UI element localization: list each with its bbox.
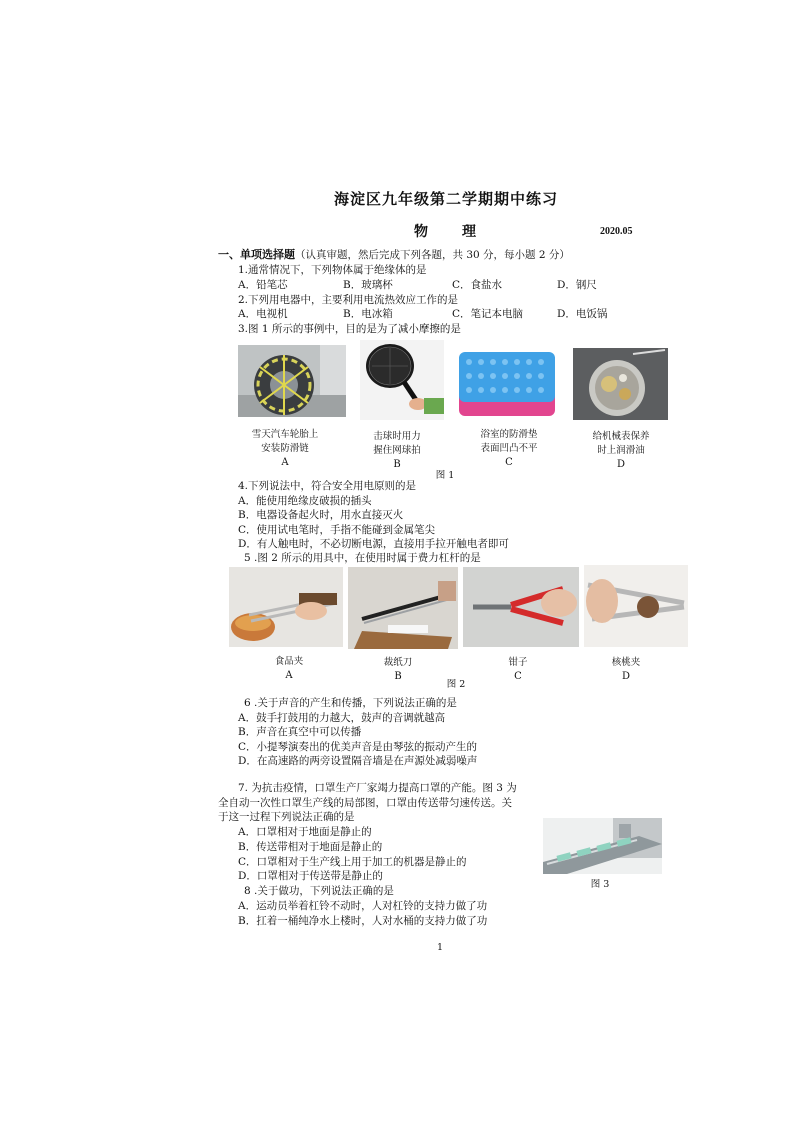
exam-date: 2020.05: [600, 226, 633, 237]
q2-option-c: C．笔记本电脑: [452, 308, 524, 320]
q3-stem: 3.图 1 所示的事例中，目的是为了减小摩擦的是: [238, 323, 461, 335]
nutcracker-image: [584, 565, 688, 647]
q7-stem-line2: 全自动一次性口罩生产线的局部图，口罩由传送带匀速传送。关: [218, 797, 512, 809]
fig2-caption-b: [358, 656, 438, 684]
q2-stem: 2.下列用电器中，主要利用电流热效应工作的是: [238, 294, 459, 306]
fig1-letter-a: A: [281, 457, 289, 468]
fig1-caption-b-line2: 握住网球拍: [373, 445, 421, 456]
page-title: 海淀区九年级第二学期期中练习: [334, 190, 559, 208]
q7-stem-line3: 于这一过程下列说法正确的是: [218, 811, 355, 823]
fig2-caption-a: [249, 655, 329, 683]
q4-option-a: A．能使用绝缘皮破损的插头: [238, 495, 372, 507]
fig1-caption-d-line1: 给机械表保养: [592, 431, 650, 442]
anti-slip-mat-image: [457, 350, 557, 418]
q6-option-b: B．声音在真空中可以传播: [238, 726, 362, 738]
snow-chain-tire-image: [238, 345, 346, 417]
fig1-caption-a-line2: 安装防滑链: [261, 443, 309, 454]
q4-option-c: C．使用试电笔时，手指不能碰到金属笔尖: [238, 524, 436, 536]
q1-option-b: B．玻璃杯: [343, 279, 393, 291]
q1-stem: 1.通常情况下，下列物体属于绝缘体的是: [238, 264, 427, 276]
fig2-letter-d: D: [621, 671, 631, 682]
q6-option-a: A．鼓手打鼓用的力越大，鼓声的音调就越高: [238, 712, 446, 724]
fig1-caption-a: [238, 428, 332, 470]
fig2-caption-a-text: 食品夹: [274, 656, 304, 667]
fig2-caption-b-text: 裁纸刀: [383, 657, 413, 668]
q7-option-c: C．口罩相对于生产线上用于加工的机器是静止的: [238, 856, 467, 868]
page-number: 1: [436, 942, 444, 953]
q2-option-b: B．电冰箱: [343, 308, 393, 320]
fig2-caption-d: [586, 656, 666, 684]
paper-cutter-image: [348, 567, 458, 649]
q7-option-d: D．口罩相对于传送带是静止的: [238, 870, 383, 882]
subject-title: 物 理: [414, 224, 486, 240]
fig1-letter-b: B: [393, 459, 401, 470]
fig1-caption-c: [462, 428, 556, 470]
fig1-caption-d-line2: 时上润滑油: [597, 445, 645, 456]
fig2-caption-d-text: 核桃夹: [611, 657, 641, 668]
section-instruction: （认真审题，然后完成下列各题，共 30 分，每小题 2 分）: [295, 249, 570, 261]
section-title: 一、单项选择题: [218, 248, 295, 261]
fig3-label: 图 3: [590, 879, 610, 890]
q4-stem: 4.下列说法中，符合安全用电原则的是: [238, 480, 417, 492]
fig1-letter-c: C: [505, 457, 513, 468]
food-tongs-image: [229, 567, 343, 647]
fig2-label: 图 2: [446, 679, 466, 690]
q6-stem: 6 .关于声音的产生和传播，下列说法正确的是: [244, 697, 457, 709]
fig1-caption-a-line1: 雪天汽车轮胎上: [251, 429, 319, 440]
q6-option-c: C．小提琴演奏出的优美声音是由琴弦的振动产生的: [238, 741, 478, 753]
fig1-caption-c-line1: 浴室的防滑垫: [480, 429, 538, 440]
q1-option-a: A．铅笔芯: [238, 279, 288, 291]
q8-option-b: B．扛着一桶纯净水上楼时，人对水桶的支持力做了功: [238, 915, 488, 927]
q2-option-a: A．电视机: [238, 308, 288, 320]
q7-option-a: A．口罩相对于地面是静止的: [238, 826, 372, 838]
q7-stem-line1: 7. 为抗击疫情，口罩生产厂家竭力提高口罩的产能。图 3 为: [238, 782, 517, 794]
fig1-caption-b-line1: 击球时用力: [373, 431, 421, 442]
q8-stem: 8 .关于做功，下列说法正确的是: [244, 885, 394, 897]
fig1-label: 图 1: [435, 470, 455, 481]
fig1-caption-d: [574, 430, 668, 472]
fig1-caption-c-line2: 表面凹凸不平: [480, 443, 538, 454]
fig1-letter-d: D: [616, 459, 626, 470]
q7-option-b: B．传送带相对于地面是静止的: [238, 841, 383, 853]
q8-option-a: A．运动员举着杠铃不动时，人对杠铃的支持力做了功: [238, 900, 488, 912]
fig2-letter-b: B: [394, 671, 402, 682]
q4-option-d: D．有人触电时，不必切断电源，直接用手拉开触电者即可: [238, 538, 509, 550]
fig1-caption-b: [350, 430, 444, 472]
q4-option-b: B．电器设备起火时，用水直接灭火: [238, 509, 404, 521]
pliers-image: [463, 567, 579, 647]
q2-option-d: D．电饭锅: [557, 308, 608, 320]
q5-stem: 5 .图 2 所示的用具中，在使用时属于费力杠杆的是: [244, 552, 481, 564]
q1-option-d: D．钢尺: [557, 279, 597, 291]
mask-production-line-image: [543, 818, 662, 874]
q1-option-c: C．食盐水: [452, 279, 503, 291]
fig2-caption-c-text: 钳子: [508, 657, 528, 668]
fig2-letter-a: A: [285, 670, 293, 681]
fig2-caption-c: [478, 656, 558, 684]
fig2-letter-c: C: [514, 671, 522, 682]
section-heading: [218, 248, 570, 262]
mechanical-watch-image: [573, 348, 668, 420]
tennis-racket-image: [360, 340, 444, 420]
q6-option-d: D．在高速路的两旁设置隔音墙是在声源处减弱噪声: [238, 755, 478, 767]
